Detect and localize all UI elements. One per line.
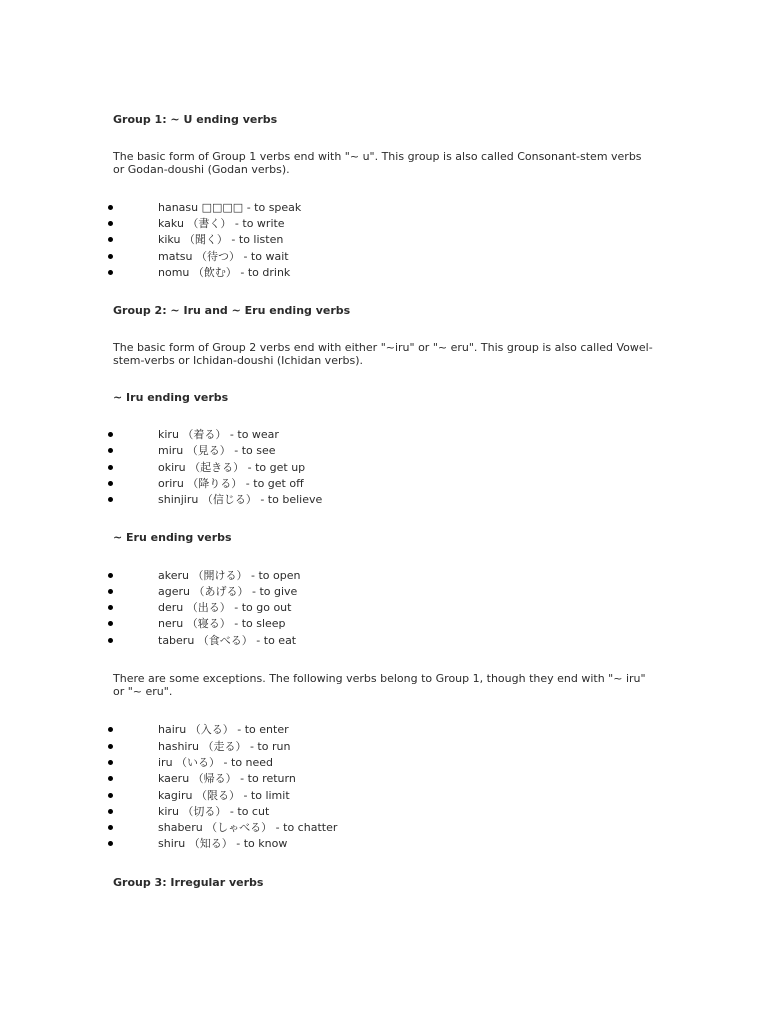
iru-heading: ~ Iru ending verbs <box>113 391 229 404</box>
verb-entry: taberu （食べる） - to eat <box>158 634 297 647</box>
bullet-icon <box>108 254 113 259</box>
verb-entry: hashiru （走る） - to run <box>158 740 291 753</box>
verb-entry: ageru （あげる） - to give <box>158 585 298 598</box>
verb-entry: kagiru （限る） - to limit <box>158 789 290 802</box>
bullet-icon <box>108 573 113 578</box>
bullet-icon <box>108 776 113 781</box>
verb-entry: deru （出る） - to go out <box>158 601 292 614</box>
verb-entry: kaku （書く） - to write <box>158 217 285 230</box>
bullet-icon <box>108 205 113 210</box>
group1-heading: Group 1: ~ U ending verbs <box>113 113 278 126</box>
bullet-icon <box>108 809 113 814</box>
verb-entry: kiru （切る） - to cut <box>158 805 270 818</box>
verb-entry: oriru （降りる） - to get off <box>158 477 304 490</box>
bullet-icon <box>108 621 113 626</box>
group2-description: The basic form of Group 2 verbs end with either "~iru" or "~ eru". This group is also called Vowel-stem-verbs or Ichidan-doushi (Ichidan verbs). <box>113 341 653 367</box>
group2-heading: Group 2: ~ Iru and ~ Eru ending verbs <box>113 304 351 317</box>
verb-entry: shiru （知る） - to know <box>158 837 288 850</box>
bullet-icon <box>108 448 113 453</box>
bullet-icon <box>108 793 113 798</box>
bullet-icon <box>108 841 113 846</box>
verb-entry: kiru （着る） - to wear <box>158 428 279 441</box>
verb-entry: kaeru （帰る） - to return <box>158 772 296 785</box>
bullet-icon <box>108 589 113 594</box>
verb-entry: iru （いる） - to need <box>158 756 274 769</box>
exceptions-description: There are some exceptions. The following verbs belong to Group 1, though they end with "~ iru" or "~ eru". <box>113 672 646 698</box>
bullet-icon <box>108 270 113 275</box>
bullet-icon <box>108 221 113 226</box>
verb-entry: shinjiru （信じる） - to believe <box>158 493 323 506</box>
verb-entry: miru （見る） - to see <box>158 444 276 457</box>
bullet-icon <box>108 727 113 732</box>
bullet-icon <box>108 465 113 470</box>
verb-entry: nomu （飲む） - to drink <box>158 266 291 279</box>
bullet-icon <box>108 432 113 437</box>
verb-entry: okiru （起きる） - to get up <box>158 461 306 474</box>
verb-entry: hanasu □□□□ - to speak <box>158 201 302 214</box>
bullet-icon <box>108 825 113 830</box>
bullet-icon <box>108 760 113 765</box>
bullet-icon <box>108 497 113 502</box>
bullet-icon <box>108 237 113 242</box>
verb-entry: akeru （開ける） - to open <box>158 569 301 582</box>
verb-entry: kiku （聞く） - to listen <box>158 233 284 246</box>
bullet-icon <box>108 638 113 643</box>
bullet-icon <box>108 481 113 486</box>
verb-entry: matsu （待つ） - to wait <box>158 250 289 263</box>
verb-entry: shaberu （しゃべる） - to chatter <box>158 821 338 834</box>
eru-heading: ~ Eru ending verbs <box>113 531 232 544</box>
verb-entry: neru （寝る） - to sleep <box>158 617 286 630</box>
verb-entry: hairu （入る） - to enter <box>158 723 289 736</box>
bullet-icon <box>108 744 113 749</box>
group3-heading: Group 3: Irregular verbs <box>113 876 264 889</box>
group1-description: The basic form of Group 1 verbs end with "~ u". This group is also called Consonant-stem verbs or Godan-doushi (Godan verbs). <box>113 150 642 176</box>
bullet-icon <box>108 605 113 610</box>
